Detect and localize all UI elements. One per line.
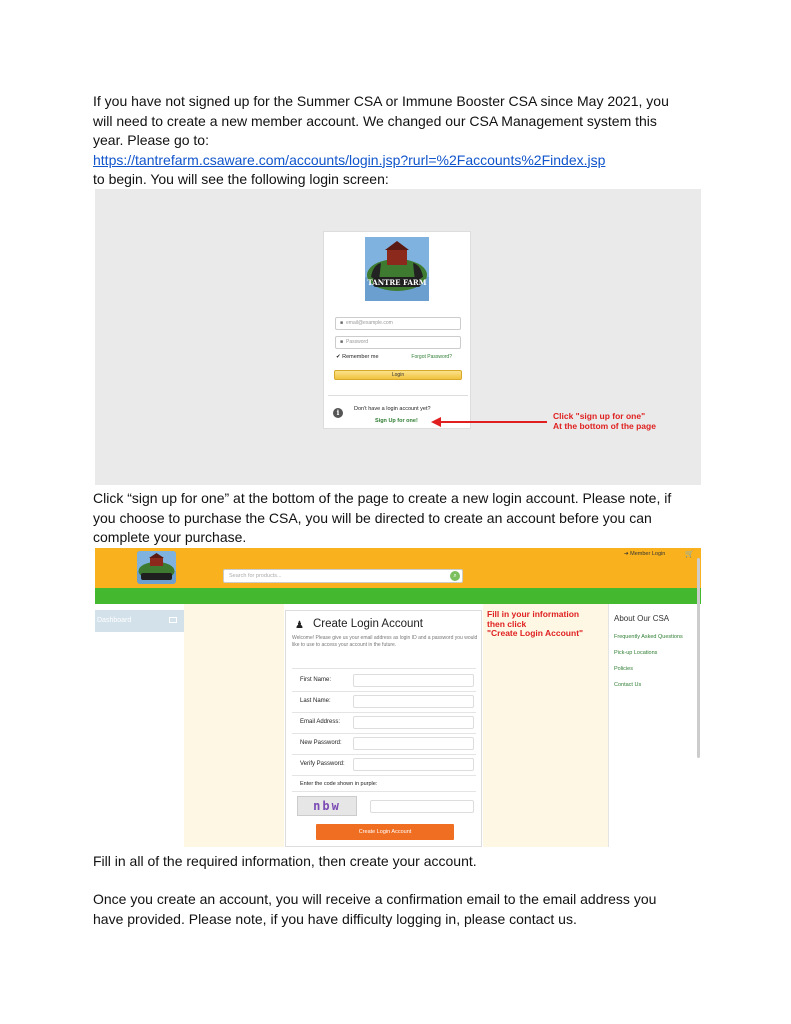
search-placeholder: Search for products... [229, 573, 282, 579]
sidebar-label: Dashboard [97, 617, 132, 624]
signup-callout-line-1: Click "sign up for one" [553, 411, 646, 421]
last-name-label: Last Name: [300, 698, 331, 704]
about-link-pickup[interactable]: Pick-up Locations [614, 650, 658, 656]
outro-line-1: Fill in all of the required information, then create your account. [93, 853, 477, 869]
login-arrow-icon: ➔ [624, 551, 629, 557]
farm-logo-small-graphic [137, 551, 176, 584]
fill-info-callout-line-1: Fill in your information [487, 609, 580, 619]
captcha-label: Enter the code shown in purple: [300, 781, 378, 787]
last-name-field[interactable] [353, 695, 474, 708]
about-link-policies[interactable]: Policies [614, 666, 633, 672]
captcha-image: nbw [297, 796, 357, 816]
login-screenshot [95, 189, 701, 485]
middle-paragraph [93, 489, 713, 548]
outro-line-2: Once you create an account, you will receive a confirmation email to the email address you [93, 891, 657, 907]
outro-paragraph [93, 890, 713, 929]
form-divider [292, 668, 476, 669]
form-divider [292, 791, 476, 792]
intro-line-4: to begin. You will see the following login screen: [93, 171, 389, 187]
no-account-text: Don't have a login account yet? [354, 406, 431, 412]
signup-callout [553, 412, 656, 431]
fill-info-callout-line-3: "Create Login Account" [487, 628, 584, 638]
form-divider [292, 712, 476, 713]
form-divider [292, 754, 476, 755]
middle-column [483, 604, 608, 847]
create-account-button[interactable]: Create Login Account [316, 824, 454, 840]
email-address-label: Email Address: [300, 719, 341, 725]
login-button[interactable]: Login [334, 370, 462, 380]
intro-paragraph [93, 92, 713, 190]
email-placeholder: email@example.com [346, 320, 393, 326]
cart-icon[interactable]: 🛒 [685, 551, 694, 558]
password-placeholder: Password [346, 339, 368, 345]
login-url-link[interactable]: https://tantrefarm.csaware.com/accounts/login.jsp?rurl=%2Faccounts%2Findex.jsp [93, 151, 606, 168]
create-account-form [285, 610, 482, 847]
middle-line-3: complete your purchase. [93, 529, 247, 545]
about-link-faq[interactable]: Frequently Asked Questions [614, 634, 683, 640]
form-divider [292, 775, 476, 776]
email-address-field[interactable] [353, 716, 474, 729]
check-icon: ✔ [336, 354, 341, 360]
logo-text: TANTRE FARM [367, 278, 427, 287]
middle-line-1: Click “sign up for one” at the bottom of the page to create a new login account. Please note, if [93, 490, 672, 506]
about-panel [608, 604, 701, 847]
fill-info-callout [487, 610, 605, 639]
form-title: Create Login Account [313, 618, 423, 630]
intro-line-1: If you have not signed up for the Summer CSA or Immune Booster CSA since May 2021, you [93, 93, 669, 109]
search-input[interactable] [223, 569, 463, 583]
site-header [95, 548, 701, 588]
about-link-contact[interactable]: Contact Us [614, 682, 642, 688]
user-icon: ■ [340, 320, 344, 326]
remember-label: Remember me [342, 354, 379, 360]
verify-password-field[interactable] [353, 758, 474, 771]
lock-icon: ■ [340, 339, 344, 345]
red-arrow [95, 189, 701, 485]
captcha-input[interactable] [370, 800, 474, 813]
info-icon: i [333, 408, 343, 418]
scrollbar[interactable] [697, 558, 700, 758]
first-name-label: First Name: [300, 677, 332, 683]
sidebar-item-dashboard[interactable] [95, 610, 185, 632]
intro-line-2: will need to create a new member account. We changed our CSA Management system this [93, 112, 657, 129]
about-title: About Our CSA [614, 614, 670, 623]
new-password-label: New Password: [300, 740, 342, 746]
create-account-screenshot [95, 548, 701, 847]
search-icon[interactable]: ⌕ [450, 571, 460, 581]
new-password-field[interactable] [353, 737, 474, 750]
middle-line-2: you choose to purchase the CSA, you will be directed to create an account before you can [93, 509, 652, 526]
fill-info-callout-line-2: then click [487, 618, 527, 629]
verify-password-label: Verify Password: [300, 761, 345, 767]
form-divider [292, 691, 476, 692]
outro-line-3: have provided. Please note, if you have difficulty logging in, please contact us. [93, 910, 577, 927]
nav-bar [95, 588, 701, 604]
form-divider [292, 733, 476, 734]
collapse-icon[interactable] [169, 617, 177, 623]
welcome-text: Welcome! Please give us your email address as login ID and a password you would like to use to access your account in the future. [292, 635, 478, 648]
member-login-link[interactable] [624, 551, 665, 557]
first-name-field[interactable] [353, 674, 474, 687]
intro-line-3: year. Please go to: [93, 132, 209, 148]
user-icon: ♟ [295, 620, 304, 631]
member-login-label: Member Login [630, 551, 666, 557]
farm-logo-small[interactable] [137, 551, 176, 584]
signup-callout-line-2: At the bottom of the page [553, 420, 656, 431]
left-column [184, 604, 284, 847]
forgot-password-link[interactable]: Forgot Password? [411, 354, 452, 360]
signup-link[interactable]: Sign Up for one! [375, 418, 418, 424]
